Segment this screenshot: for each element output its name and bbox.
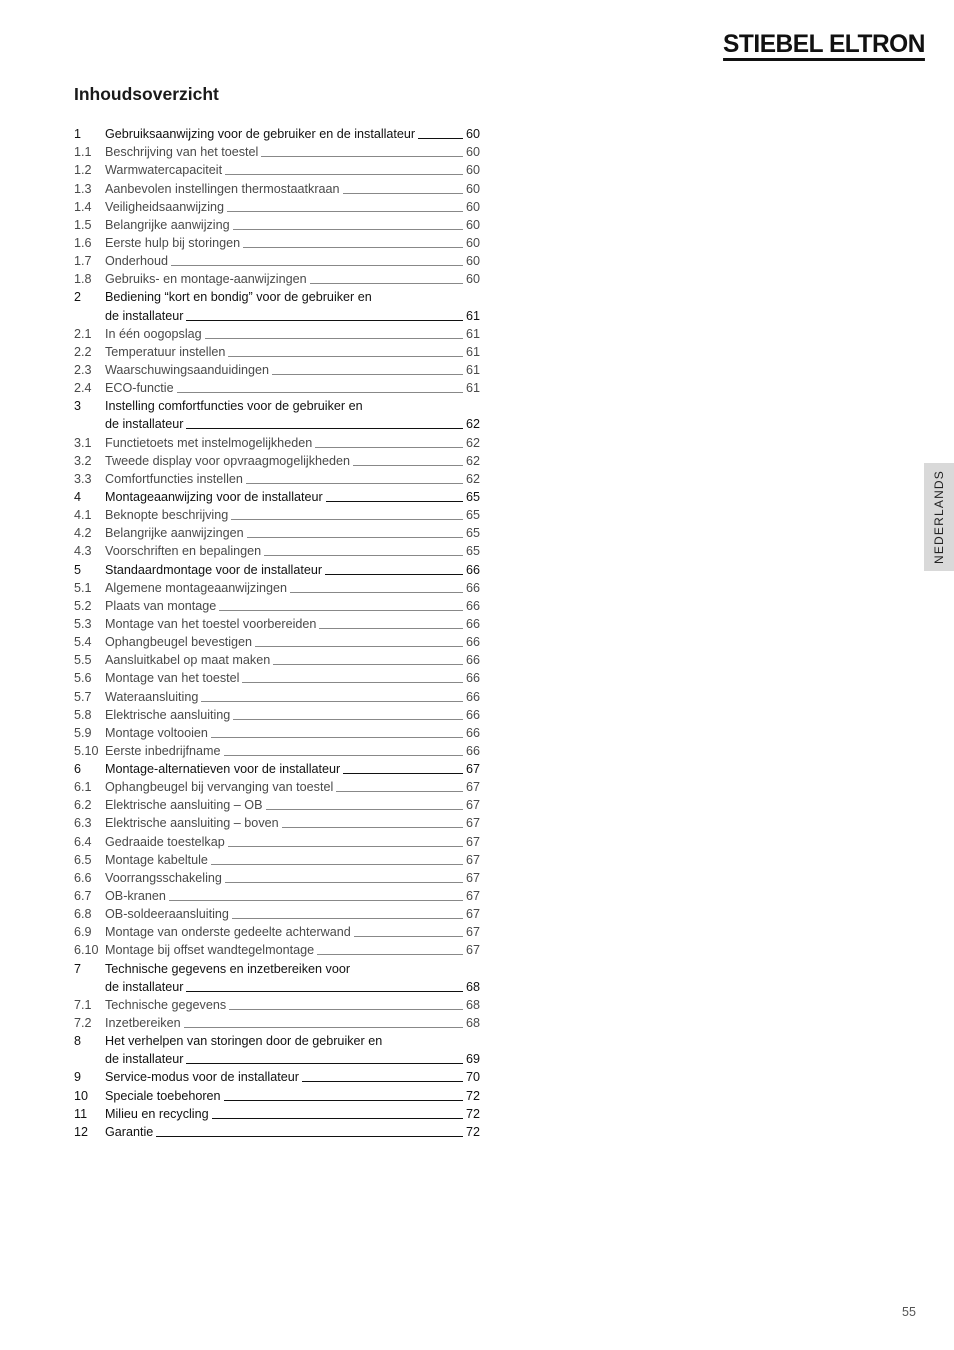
toc-entry-page: 66 [465, 653, 480, 668]
toc-entry-page: 67 [465, 907, 480, 922]
toc-entry-number: 5.2 [74, 598, 92, 613]
toc-entry-title: Service-modus voor de installateur [105, 1070, 299, 1085]
toc-entry-number: 1.2 [74, 163, 92, 178]
toc-entry[interactable] [74, 812, 480, 830]
toc-leader-line [171, 264, 463, 266]
toc-entry-title: Montage van het toestel voorbereiden [105, 616, 317, 631]
toc-entry[interactable] [74, 250, 480, 268]
toc-entry-number: 1.4 [74, 199, 92, 214]
toc-entry-title: Het verhelpen van storingen door de gebruiker en [105, 1034, 383, 1049]
page-number: 55 [902, 1305, 916, 1319]
toc-entry[interactable] [74, 667, 480, 685]
toc-entry[interactable] [74, 558, 480, 576]
toc-entry-number: 5.8 [74, 707, 92, 722]
toc-entry-page: 66 [465, 725, 480, 740]
toc-entry-page: 65 [465, 489, 480, 504]
toc-entry-page: 60 [465, 272, 480, 287]
toc-entry-page: 67 [465, 943, 480, 958]
toc-entry[interactable] [74, 431, 480, 449]
toc-entry-number: 3.1 [74, 435, 92, 450]
toc-entry-number: 2.1 [74, 326, 92, 341]
toc-entry-title: Functietoets met instelmogelijkheden [105, 435, 313, 450]
toc-entry-number: 3.3 [74, 471, 92, 486]
toc-leader-line [343, 772, 463, 774]
toc-entry-title: Gedraaide toestelkap [105, 834, 225, 849]
toc-entry-title: OB-kranen [105, 889, 166, 904]
toc-entry-title: Montage-alternatieven voor de installateur [105, 762, 341, 777]
toc-entry-number: 9 [74, 1070, 82, 1085]
toc-entry-number: 10 [74, 1088, 89, 1103]
toc-leader-line [273, 663, 463, 665]
toc-entry[interactable] [74, 123, 480, 141]
toc-entry[interactable] [74, 395, 480, 413]
toc-entry-number: 1 [74, 127, 82, 142]
toc-entry-title: In één oogopslag [105, 326, 202, 341]
toc-entry-number: 8 [74, 1034, 82, 1049]
toc-leader-line [290, 591, 463, 593]
toc-entry[interactable] [74, 631, 480, 649]
toc-entry-page: 61 [465, 308, 480, 323]
toc-leader-line [319, 627, 463, 629]
toc-leader-line [227, 210, 463, 212]
toc-entry-page: 60 [465, 235, 480, 250]
toc-entry-title: Montage van onderste gedeelte achterwand [105, 925, 351, 940]
toc-entry-number: 11 [74, 1106, 88, 1121]
toc-entry-page: 60 [465, 199, 480, 214]
toc-leader-line [418, 137, 463, 139]
toc-entry-number: 3.2 [74, 453, 92, 468]
toc-leader-line [326, 500, 463, 502]
toc-entry-page: 62 [465, 453, 480, 468]
toc-entry-title: Belangrijke aanwijzing [105, 217, 230, 232]
toc-entry[interactable] [74, 957, 480, 975]
toc-entry-title: Elektrische aansluiting [105, 707, 231, 722]
toc-entry-number: 5.4 [74, 635, 92, 650]
toc-entry-number: 6 [74, 762, 82, 777]
toc-entry-number: 2.3 [74, 362, 92, 377]
toc-leader-line [224, 1099, 463, 1101]
language-tab-label: NEDERLANDS [932, 469, 946, 565]
toc-entry[interactable] [74, 885, 480, 903]
table-of-contents [74, 123, 480, 1139]
toc-entry-page: 68 [465, 979, 480, 994]
toc-entry[interactable] [74, 830, 480, 848]
toc-leader-line [242, 681, 463, 683]
toc-entry[interactable] [74, 323, 480, 341]
toc-entry-title: Beschrijving van het toestel [105, 145, 259, 160]
toc-entry-title: Elektrische aansluiting – boven [105, 816, 279, 831]
toc-leader-line [201, 700, 463, 702]
toc-entry[interactable] [74, 232, 480, 250]
toc-leader-line [186, 319, 463, 321]
toc-entry[interactable] [74, 304, 480, 322]
toc-entry-page: 60 [465, 127, 480, 142]
toc-leader-line [302, 1080, 463, 1082]
toc-entry-number: 6.5 [74, 852, 92, 867]
toc-entry[interactable] [74, 685, 480, 703]
toc-entry-number: 2.2 [74, 344, 92, 359]
toc-entry-number: 1.8 [74, 272, 92, 287]
toc-entry-number: 5.7 [74, 689, 92, 704]
toc-leader-line [224, 754, 463, 756]
toc-entry[interactable] [74, 1066, 480, 1084]
toc-entry-page: 61 [465, 381, 480, 396]
toc-entry-page: 67 [465, 762, 480, 777]
toc-entry-title: Speciale toebehoren [105, 1088, 221, 1103]
toc-entry-page: 67 [465, 852, 480, 867]
toc-entry[interactable] [74, 486, 480, 504]
toc-entry[interactable] [74, 196, 480, 214]
toc-entry[interactable] [74, 722, 480, 740]
toc-entry-number: 5.6 [74, 671, 92, 686]
toc-entry-number: 6.2 [74, 798, 92, 813]
toc-leader-line [205, 337, 463, 339]
toc-leader-line [169, 899, 463, 901]
toc-entry-page: 72 [465, 1124, 480, 1139]
toc-entry-page: 67 [465, 780, 480, 795]
toc-entry-page: 67 [465, 870, 480, 885]
toc-entry-page: 66 [465, 689, 480, 704]
toc-leader-line [343, 192, 463, 194]
toc-entry-page: 66 [465, 671, 480, 686]
toc-entry-number: 5.5 [74, 653, 92, 668]
toc-entry[interactable] [74, 214, 480, 232]
toc-entry-page: 65 [465, 526, 480, 541]
toc-entry-title: Montage van het toestel [105, 671, 240, 686]
toc-entry-title: de installateur [105, 1052, 184, 1067]
toc-entry-page: 66 [465, 562, 480, 577]
toc-leader-line [266, 808, 463, 810]
toc-leader-line [212, 1117, 463, 1119]
toc-entry-page: 60 [465, 145, 480, 160]
toc-entry[interactable] [74, 903, 480, 921]
toc-leader-line [246, 482, 463, 484]
toc-entry-page: 67 [465, 889, 480, 904]
toc-entry-title: Temperatuur instellen [105, 344, 226, 359]
toc-entry-title: Standaardmontage voor de installateur [105, 562, 323, 577]
toc-entry[interactable] [74, 359, 480, 377]
toc-entry-page: 62 [465, 435, 480, 450]
toc-entry[interactable] [74, 849, 480, 867]
toc-entry[interactable] [74, 939, 480, 957]
toc-entry-title: Inzetbereiken [105, 1016, 181, 1031]
toc-entry-title: Plaats van montage [105, 598, 217, 613]
toc-entry-page: 60 [465, 217, 480, 232]
toc-entry[interactable] [74, 141, 480, 159]
toc-entry-page: 60 [465, 163, 480, 178]
toc-entry[interactable] [74, 1084, 480, 1102]
toc-entry-number: 6.9 [74, 925, 92, 940]
toc-entry-number: 5.3 [74, 616, 92, 631]
toc-entry-number: 6.1 [74, 780, 92, 795]
toc-entry-number: 6.10 [74, 943, 99, 958]
toc-entry-title: Waarschuwingsaanduidingen [105, 362, 270, 377]
toc-leader-line [272, 373, 463, 375]
toc-entry-page: 65 [465, 508, 480, 523]
toc-leader-line [354, 935, 463, 937]
toc-entry-number: 3 [74, 399, 82, 414]
toc-leader-line [233, 718, 463, 720]
toc-entry-page: 69 [465, 1052, 480, 1067]
toc-leader-line [184, 1026, 463, 1028]
toc-entry[interactable] [74, 758, 480, 776]
brand-logo: STIEBEL ELTRON [723, 30, 925, 61]
toc-leader-line [231, 518, 463, 520]
toc-entry-number: 12 [74, 1124, 89, 1139]
toc-entry-page: 66 [465, 580, 480, 595]
toc-leader-line [225, 881, 463, 883]
toc-leader-line [310, 282, 463, 284]
toc-leader-line [282, 826, 463, 828]
toc-entry-page: 66 [465, 616, 480, 631]
toc-entry-title: Montage kabeltule [105, 852, 208, 867]
page-title: Inhoudsoverzicht [74, 84, 219, 104]
toc-entry-title: Tweede display voor opvraagmogelijkheden [105, 453, 351, 468]
toc-leader-line [186, 990, 463, 992]
toc-entry-title: Algemene montageaanwijzingen [105, 580, 288, 595]
toc-entry[interactable] [74, 794, 480, 812]
toc-entry[interactable] [74, 504, 480, 522]
toc-leader-line [315, 446, 463, 448]
toc-entry-number: 1.7 [74, 254, 92, 269]
toc-entry-title: ECO-functie [105, 381, 174, 396]
toc-entry-title: Belangrijke aanwijzingen [105, 526, 244, 541]
toc-entry-number: 1.3 [74, 181, 92, 196]
toc-entry[interactable] [74, 468, 480, 486]
toc-entry-number: 5.9 [74, 725, 92, 740]
toc-entry-title: de installateur [105, 417, 184, 432]
toc-entry-title: Beknopte beschrijving [105, 508, 229, 523]
toc-entry-title: Technische gegevens [105, 997, 227, 1012]
toc-leader-line [186, 427, 463, 429]
toc-entry[interactable] [74, 177, 480, 195]
toc-entry-number: 6.6 [74, 870, 92, 885]
toc-entry-title: Ophangbeugel bevestigen [105, 635, 253, 650]
toc-entry-title: Aansluitkabel op maat maken [105, 653, 271, 668]
toc-entry-title: Ophangbeugel bij vervanging van toestel [105, 780, 334, 795]
toc-entry-title: OB-soldeeraansluiting [105, 907, 229, 922]
toc-entry-number: 7.1 [74, 997, 92, 1012]
language-tab [924, 463, 954, 571]
toc-leader-line [325, 573, 463, 575]
toc-entry-title: Aanbevolen instellingen thermostaatkraan [105, 181, 340, 196]
toc-entry[interactable] [74, 1012, 480, 1030]
toc-leader-line [219, 609, 463, 611]
toc-entry-page: 60 [465, 254, 480, 269]
toc-entry[interactable] [74, 704, 480, 722]
toc-leader-line [243, 246, 463, 248]
toc-leader-line [255, 645, 463, 647]
toc-entry-page: 62 [465, 417, 480, 432]
toc-entry-title: Instelling comfortfuncties voor de gebruiker en [105, 399, 363, 414]
toc-entry-number: 5 [74, 562, 82, 577]
toc-entry-title: Warmwatercapaciteit [105, 163, 223, 178]
toc-entry-title: Onderhoud [105, 254, 169, 269]
toc-leader-line [264, 554, 463, 556]
toc-leader-line [247, 536, 463, 538]
toc-entry-page: 65 [465, 544, 480, 559]
toc-entry-page: 72 [465, 1088, 480, 1103]
toc-entry[interactable] [74, 994, 480, 1012]
toc-leader-line [177, 391, 463, 393]
toc-leader-line [353, 464, 463, 466]
toc-entry-number: 4 [74, 489, 82, 504]
toc-leader-line [156, 1135, 463, 1137]
toc-entry-page: 61 [465, 344, 480, 359]
toc-entry-title: Veiligheidsaanwijzing [105, 199, 225, 214]
toc-entry[interactable] [74, 450, 480, 468]
toc-leader-line [211, 863, 463, 865]
toc-entry-title: Bediening “kort en bondig” voor de gebruiker en [105, 290, 372, 305]
toc-entry[interactable] [74, 1030, 480, 1048]
toc-leader-line [186, 1062, 463, 1064]
toc-leader-line [211, 736, 463, 738]
toc-entry-number: 2.4 [74, 381, 92, 396]
toc-entry-page: 67 [465, 834, 480, 849]
toc-entry[interactable] [74, 413, 480, 431]
toc-leader-line [232, 917, 463, 919]
toc-entry[interactable] [74, 286, 480, 304]
toc-entry[interactable] [74, 341, 480, 359]
toc-entry-title: Montage bij offset wandtegelmontage [105, 943, 315, 958]
toc-entry-title: Elektrische aansluiting – OB [105, 798, 263, 813]
toc-entry-number: 1.6 [74, 235, 92, 250]
toc-entry-page: 61 [465, 362, 480, 377]
toc-entry-number: 7.2 [74, 1016, 92, 1031]
toc-leader-line [233, 228, 463, 230]
toc-entry-title: Voorschriften en bepalingen [105, 544, 262, 559]
toc-entry-page: 70 [465, 1070, 480, 1085]
toc-entry[interactable] [74, 1103, 480, 1121]
toc-leader-line [336, 790, 463, 792]
toc-entry-number: 1.1 [74, 145, 92, 160]
toc-entry-page: 60 [465, 181, 480, 196]
toc-entry[interactable] [74, 159, 480, 177]
toc-entry-title: Gebruiks- en montage-aanwijzingen [105, 272, 307, 287]
toc-entry-page: 68 [465, 1016, 480, 1031]
toc-entry-number: 4.2 [74, 526, 92, 541]
toc-entry[interactable] [74, 577, 480, 595]
toc-entry-title: Garantie [105, 1124, 154, 1139]
toc-entry-page: 72 [465, 1106, 480, 1121]
toc-entry-page: 66 [465, 707, 480, 722]
toc-entry-page: 66 [465, 635, 480, 650]
toc-entry-page: 66 [465, 598, 480, 613]
toc-entry[interactable] [74, 740, 480, 758]
toc-entry-title: Montageaanwijzing voor de installateur [105, 489, 323, 504]
toc-entry[interactable] [74, 976, 480, 994]
toc-leader-line [229, 1008, 463, 1010]
toc-entry-title: de installateur [105, 979, 184, 994]
toc-entry-title: de installateur [105, 308, 184, 323]
toc-entry-title: Milieu en recycling [105, 1106, 209, 1121]
toc-entry-number: 6.4 [74, 834, 92, 849]
toc-entry[interactable] [74, 1048, 480, 1066]
toc-entry-page: 61 [465, 326, 480, 341]
toc-leader-line [228, 845, 463, 847]
toc-entry[interactable] [74, 921, 480, 939]
toc-entry-number: 4.3 [74, 544, 92, 559]
toc-entry[interactable] [74, 377, 480, 395]
toc-entry[interactable] [74, 268, 480, 286]
toc-entry-title: Gebruiksaanwijzing voor de gebruiker en de installateur [105, 127, 416, 142]
toc-leader-line [225, 173, 463, 175]
toc-entry[interactable] [74, 595, 480, 613]
toc-entry[interactable] [74, 867, 480, 885]
toc-entry-number: 6.3 [74, 816, 92, 831]
toc-entry-page: 67 [465, 798, 480, 813]
toc-entry-title: Wateraansluiting [105, 689, 199, 704]
toc-entry-title: Eerste inbedrijfname [105, 743, 221, 758]
toc-entry-number: 4.1 [74, 508, 92, 523]
toc-entry-number: 6.7 [74, 889, 92, 904]
toc-entry-title: Montage voltooien [105, 725, 208, 740]
toc-leader-line [261, 155, 463, 157]
toc-entry-page: 62 [465, 471, 480, 486]
toc-entry[interactable] [74, 540, 480, 558]
toc-entry-number: 5.1 [74, 580, 92, 595]
toc-entry-number: 6.8 [74, 907, 92, 922]
toc-entry-title: Comfortfuncties instellen [105, 471, 243, 486]
toc-entry[interactable] [74, 1121, 480, 1139]
toc-entry-page: 66 [465, 743, 480, 758]
toc-entry-page: 67 [465, 816, 480, 831]
toc-entry[interactable] [74, 613, 480, 631]
toc-entry-number: 7 [74, 961, 82, 976]
toc-entry-number: 5.10 [74, 743, 99, 758]
toc-entry-number: 1.5 [74, 217, 92, 232]
toc-entry[interactable] [74, 522, 480, 540]
toc-entry-page: 68 [465, 997, 480, 1012]
toc-leader-line [228, 355, 463, 357]
toc-entry-title: Eerste hulp bij storingen [105, 235, 241, 250]
toc-entry-page: 67 [465, 925, 480, 940]
toc-entry[interactable] [74, 776, 480, 794]
toc-entry[interactable] [74, 649, 480, 667]
toc-entry-number: 2 [74, 290, 82, 305]
toc-leader-line [317, 953, 463, 955]
toc-entry-title: Technische gegevens en inzetbereiken voor [105, 961, 351, 976]
toc-entry-title: Voorrangsschakeling [105, 870, 222, 885]
